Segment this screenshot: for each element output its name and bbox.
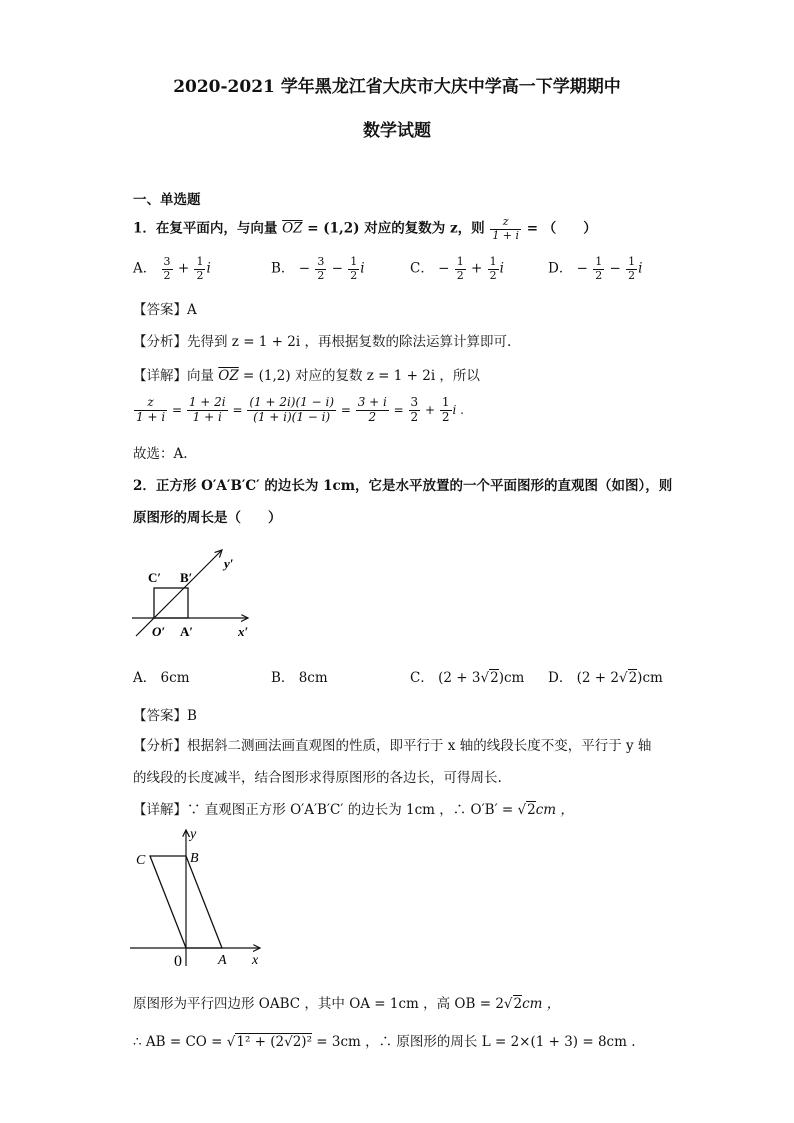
q1-option-a-op: + — [177, 260, 190, 277]
q2-option-a-value: 6cm — [160, 670, 190, 686]
label-b: B — [190, 851, 199, 866]
figure-oblique-square — [130, 548, 260, 644]
q1-detail — [133, 364, 480, 384]
q2-stem-line1: 2．正方形 O′A′B′C′ 的边长为 1cm，它是水平放置的一个平面图形的直观图（如图），则 — [133, 478, 673, 494]
q1-option-d-label: D． — [548, 260, 573, 277]
analysis-tag: 【分析】 — [133, 334, 187, 350]
calc-frac-4: $\frac{3 + i}{2}$ — [357, 395, 387, 424]
q1-option-a-frac2: $\frac{1}{2}$ — [196, 255, 204, 282]
label-a: A — [218, 953, 227, 968]
q1-option-d-op: − — [609, 260, 621, 277]
q1-detail-a: 向量 — [187, 368, 214, 384]
q2-detail-line3: 原图形为平行四边形 OABC ，其中 OA = 1cm ，高 OB = 2√2cm ， — [133, 996, 561, 1012]
section-heading: 一、单选题 — [133, 192, 201, 208]
q1-analysis — [133, 330, 511, 350]
detail-tag: 【详解】 — [133, 368, 187, 384]
q1-vector: $\overline{OZ}$ — [282, 220, 303, 237]
calc-frac-1: $\frac{z}{1 + i}$ — [136, 395, 166, 424]
q1-stem-b: = (1,2) 对应的复数为 z，则 — [307, 220, 485, 237]
q2-answer — [133, 704, 197, 724]
q1-option-d: D． − $\frac{1}{2}$ − $\frac{1}{2}$ i — [548, 255, 643, 282]
q2-stem-line2: 原图形的周长是（ ） — [133, 510, 282, 526]
answer-tag: 【答案】 — [133, 302, 187, 318]
y-prime-axis — [136, 550, 222, 636]
q1-option-c-frac2: $\frac{1}{2}$ — [489, 255, 497, 282]
q2-detail-root: 2 — [527, 802, 536, 818]
q1-stem-a: 1．在复平面内，与向量 — [133, 220, 278, 237]
label-y-prime: y′ — [224, 556, 234, 571]
q2-option-b-value: 8cm — [298, 670, 328, 686]
q1-option-b-frac1: $\frac{3}{2}$ — [317, 255, 325, 282]
label-x: x — [252, 953, 259, 968]
calc-frac-3: $\frac{(1 + 2i)(1 - i)}{(1 + i)(1 - i)}$ — [249, 395, 335, 424]
q2-option-d: D． (2 + 2√2)cm — [548, 670, 663, 686]
q2-line3-b: cm ， — [522, 996, 561, 1012]
q1-option-c-label: C． — [410, 260, 434, 277]
page-subtitle: 数学试题 — [363, 121, 431, 141]
label-c: C — [136, 853, 146, 868]
q2-line4-b: = 3cm ，∴ 原图形的周长 L = 2×(1 + 3) = 8cm . — [316, 1034, 636, 1050]
q2-option-c: C． (2 + 3√2)cm — [410, 670, 525, 686]
q1-option-a-frac1: $\frac{3}{2}$ — [163, 255, 171, 282]
q1-stem-c: = （ ） — [526, 220, 597, 237]
q2-detail: 【详解】∵ 直观图正方形 O′A′B′C′ 的边长为 1cm ，∴ O′B′ = √2cm ， — [133, 802, 574, 818]
q1-option-c-frac1: $\frac{1}{2}$ — [456, 255, 464, 282]
q2-analysis-line1 — [133, 734, 651, 754]
label-a-prime: A′ — [180, 624, 194, 639]
q1-option-b: B． − $\frac{3}{2}$ − $\frac{1}{2}$ i — [271, 255, 365, 282]
q1-stem — [133, 216, 597, 242]
q1-option-b-sign: − — [298, 260, 311, 277]
q2-option-a: A． 6cm — [133, 670, 190, 686]
label-origin: 0 — [174, 953, 182, 970]
q2-answer-value: B — [187, 708, 197, 724]
q1-option-a-label: A． — [133, 260, 157, 277]
q1-option-b-op: − — [331, 260, 343, 277]
q1-option-d-sign: − — [576, 260, 588, 277]
label-y: y — [190, 827, 197, 842]
q1-option-d-frac1: $\frac{1}{2}$ — [595, 255, 603, 282]
figure-parallelogram — [128, 826, 268, 972]
q1-calculation: $\frac{z}{1 + i}$ = $\frac{1 + 2i}{1 + i}$ = $\frac{(1 + 2i)(1 - i)}{(1 + i)(1 - i)}$ = $\frac{3 + i}{2}$ = $\frac{3}{2}$ + $\frac{1}{2}$ i . — [136, 395, 464, 424]
calc-frac-2: $\frac{1 + 2i}{1 + i}$ — [188, 395, 226, 424]
q2-option-b: B． 8cm — [271, 670, 328, 686]
q2-line4-radicand: 1² + (2√2)² — [236, 1034, 312, 1050]
label-c-prime: C′ — [148, 570, 162, 585]
calc-frac-6: $\frac{1}{2}$ — [441, 395, 450, 424]
q1-answer-value: A — [187, 302, 197, 318]
q1-detail-b: = (1,2) 对应的复数 z = 1 + 2i ，所以 — [243, 368, 480, 384]
q1-fraction-den: 1 + i — [492, 228, 520, 242]
q2-line4-a: ∴ AB = CO = — [133, 1034, 223, 1050]
q1-answer — [133, 298, 197, 318]
q2-detail-b: cm ， — [535, 802, 574, 818]
q1-analysis-text: 先得到 z = 1 + 2i ，再根据复数的除法运算计算即可. — [187, 334, 512, 350]
label-o-prime: O′ — [152, 624, 166, 639]
q2-detail-line4: ∴ AB = CO = √1² + (2√2)² = 3cm ，∴ 原图形的周长 L = 2×(1 + 3) = 8cm . — [133, 1034, 636, 1050]
q2-analysis-line2: 的线段的长度减半，结合图形求得原图形的各边长，可得周长. — [133, 770, 502, 786]
q1-option-c-sign: − — [438, 260, 450, 277]
q1-detail-vector: $\overline{OZ}$ — [218, 368, 239, 384]
q1-fraction-num: z — [502, 215, 509, 228]
label-x-prime: x′ — [238, 624, 249, 639]
q2-analysis-text: 根据斜二测画法画直观图的性质，即平行于 x 轴的线段长度不变，平行于 y 轴 — [187, 738, 652, 754]
q1-option-c: C． − $\frac{1}{2}$ + $\frac{1}{2}$ i — [410, 255, 504, 282]
q1-conclusion: 故选：A. — [133, 446, 188, 462]
q2-line3-root: 2 — [513, 996, 523, 1012]
page-title: 2020-2021 学年黑龙江省大庆市大庆中学高一下学期期中 — [173, 77, 621, 97]
detail-tag: 【详解】 — [133, 802, 187, 818]
calc-frac-5: $\frac{3}{2}$ — [410, 395, 419, 424]
analysis-tag: 【分析】 — [133, 738, 187, 754]
q1-option-d-frac2: $\frac{1}{2}$ — [628, 255, 636, 282]
q1-option-b-frac2: $\frac{1}{2}$ — [350, 255, 358, 282]
q1-option-a: A． $\frac{3}{2}$ + $\frac{1}{2}$ i — [133, 255, 211, 282]
q1-fraction — [490, 216, 521, 242]
answer-tag: 【答案】 — [133, 708, 187, 724]
q1-option-c-op: + — [471, 260, 483, 277]
q2-detail-a: ∵ 直观图正方形 O′A′B′C′ 的边长为 1cm ，∴ O′B′ = — [187, 802, 514, 818]
q2-line3-a: 原图形为平行四边形 OABC ，其中 OA = 1cm ，高 OB = 2 — [133, 996, 504, 1012]
q1-option-b-label: B． — [271, 260, 295, 277]
label-b-prime: B′ — [180, 570, 193, 585]
